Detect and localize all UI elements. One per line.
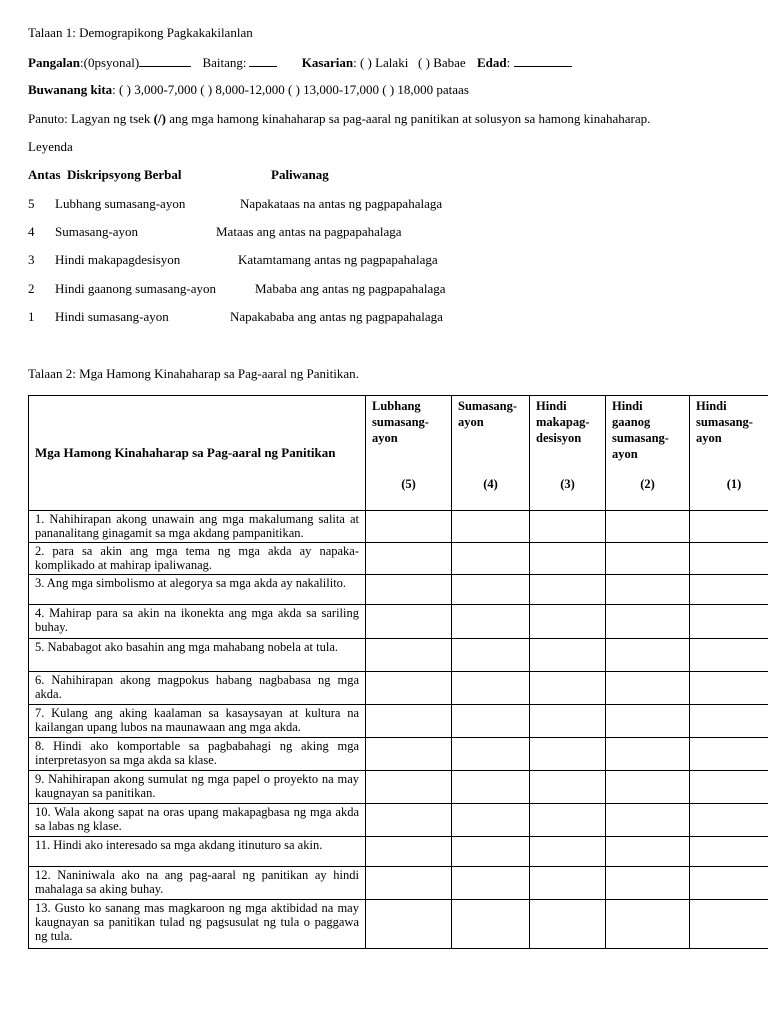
rating-cell-1[interactable] [690, 705, 768, 738]
legend-desc: Lubhang sumasang-ayon [55, 196, 186, 211]
rating-1-header [690, 396, 768, 511]
rating-cell-5[interactable] [366, 900, 452, 949]
table-row [29, 837, 768, 867]
table-row [29, 738, 768, 771]
grade-label: Baitang: [202, 55, 247, 70]
rating-cell-2[interactable] [606, 575, 690, 605]
rating-cell-2[interactable] [606, 771, 690, 804]
table-row [29, 804, 768, 837]
rating-cell-5[interactable] [366, 605, 452, 639]
rating-cell-4[interactable] [452, 672, 530, 705]
header-line: makapag- [536, 415, 590, 429]
challenge-item: 8. Hindi ako komportable sa pagbabahagi ng aking mga interpretasyon sa mga akda sa klase. [29, 738, 366, 771]
rating-cell-4[interactable] [452, 639, 530, 672]
sex-options[interactable]: : ( ) Lalaki ( ) Babae [353, 55, 466, 70]
challenge-item: 3. Ang mga simbolismo at alegorya sa mga akda ay nakalilito. [29, 575, 366, 605]
rating-cell-1[interactable] [690, 639, 768, 672]
rating-cell-1[interactable] [690, 738, 768, 771]
rating-cell-4[interactable] [452, 804, 530, 837]
challenges-header: Mga Hamong Kinahaharap sa Pag-aaral ng Panitikan [29, 396, 366, 511]
rating-cell-4[interactable] [452, 511, 530, 543]
table-row [29, 900, 768, 949]
table-row [29, 605, 768, 639]
legend-expl: Mataas ang antas na pagpapahalaga [216, 224, 402, 239]
rating-cell-5[interactable] [366, 511, 452, 543]
rating-cell-1[interactable] [690, 672, 768, 705]
rating-cell-3[interactable] [530, 900, 606, 949]
header-line: ayon [612, 447, 638, 461]
legend-desc: Hindi makapagdesisyon [55, 252, 181, 267]
rating-cell-2[interactable] [606, 672, 690, 705]
check-mark: (/) [153, 111, 166, 126]
rating-number: (1) [726, 477, 742, 491]
rating-cell-2[interactable] [606, 511, 690, 543]
challenge-item: 1. Nahihirapan akong unawain ang mga makalumang salita at pananalitang ginagamit sa mga akdang pampanitikan. [29, 511, 366, 543]
rating-cell-3[interactable] [530, 837, 606, 867]
header-line: Hindi [536, 399, 567, 413]
rating-cell-5[interactable] [366, 575, 452, 605]
challenge-item: 6. Nahihirapan akong magpokus habang nagbabasa ng mga akda. [29, 672, 366, 705]
legend-header-rank: Antas [28, 167, 61, 182]
table-row [29, 867, 768, 900]
rating-cell-3[interactable] [530, 639, 606, 672]
challenge-item: 7. Kulang ang aking kaalaman sa kasaysayan at kultura na kailangan upang lubos na maunawaan ang mga akda. [29, 705, 366, 738]
rating-cell-3[interactable] [530, 804, 606, 837]
table-row [29, 575, 768, 605]
rating-cell-5[interactable] [366, 837, 452, 867]
legend-expl: Mababa ang antas ng pagpapahalaga [255, 281, 446, 296]
rating-number: (3) [560, 477, 575, 491]
rating-cell-1[interactable] [690, 837, 768, 867]
table-row [29, 771, 768, 804]
header-line: ayon [458, 415, 484, 429]
rating-cell-1[interactable] [690, 543, 768, 575]
rating-cell-5[interactable] [366, 543, 452, 575]
table2-title: Talaan 2: Mga Hamong Kinahaharap sa Pag-aaral ng Panitikan. [28, 366, 359, 381]
rating-cell-5[interactable] [366, 705, 452, 738]
header-line: Sumasang- [458, 399, 518, 413]
rating-cell-1[interactable] [690, 900, 768, 949]
table-header-row [29, 396, 768, 511]
legend-desc: Sumasang-ayon [55, 224, 139, 239]
rating-cell-1[interactable] [690, 511, 768, 543]
name-field[interactable] [139, 54, 191, 67]
rating-cell-4[interactable] [452, 900, 530, 949]
header-line: gaanog [612, 415, 651, 429]
rating-cell-3[interactable] [530, 672, 606, 705]
rating-cell-1[interactable] [690, 771, 768, 804]
age-field[interactable] [514, 54, 572, 67]
rating-cell-4[interactable] [452, 605, 530, 639]
header-line: desisyon [536, 431, 582, 445]
header-line: sumasang- [612, 431, 669, 445]
challenge-item: 2. para sa akin ang mga tema ng mga akda ay napaka-komplikado at mahirap ipaliwanag. [29, 543, 366, 575]
rating-cell-3[interactable] [530, 738, 606, 771]
rating-cell-3[interactable] [530, 705, 606, 738]
rating-2-header [606, 396, 690, 511]
table-body [29, 511, 768, 949]
legend-expl: Katamtamang antas ng pagpapahalaga [238, 252, 438, 267]
age-colon: : [506, 55, 511, 70]
challenge-item: 13. Gusto ko sanang mas magkaroon ng mga aktibidad na may kaugnayan sa panitikan tulad ng pagsusulat ng tula o paggawa ng tula. [29, 900, 366, 949]
rating-3-header [530, 396, 606, 511]
income-label: Buwanang kita [28, 82, 113, 97]
rating-number: (2) [640, 477, 655, 491]
legend-rank: 1 [28, 309, 35, 324]
table-row [29, 511, 768, 543]
rating-cell-3[interactable] [530, 575, 606, 605]
rating-cell-5[interactable] [366, 804, 452, 837]
income-options[interactable]: : ( ) 3,000-7,000 ( ) 8,000-12,000 ( ) 13,000-17,000 ( ) 18,000 pataas [112, 82, 469, 97]
name-label: Pangalan [28, 55, 81, 70]
rating-cell-2[interactable] [606, 738, 690, 771]
legend-rank: 4 [28, 224, 35, 239]
challenge-item: 12. Naniniwala ako na ang pag-aaral ng panitikan ay hindi mahalaga sa aking buhay. [29, 867, 366, 900]
rating-cell-5[interactable] [366, 771, 452, 804]
income-line [28, 82, 469, 98]
header-line: sumasang- [372, 415, 429, 429]
header-line: Lubhang [372, 399, 421, 413]
legend-header-desc: Diskripsyong Berbal [67, 167, 182, 182]
header-line: sumasang- [696, 415, 753, 429]
instruction-prefix: Panuto: Lagyan ng tsek [28, 111, 154, 126]
legend-title: Leyenda [28, 139, 73, 154]
age-label: Edad [476, 55, 507, 70]
legend-rank: 2 [28, 281, 35, 296]
rating-cell-4[interactable] [452, 705, 530, 738]
rating-cell-3[interactable] [530, 543, 606, 575]
legend-expl: Napakababa ang antas ng pagpapahalaga [230, 309, 443, 324]
legend-rank: 3 [28, 252, 35, 267]
rating-cell-3[interactable] [530, 867, 606, 900]
header-line: Hindi [696, 399, 727, 413]
challenge-item: 4. Mahirap para sa akin na ikonekta ang mga akda sa sariling buhay. [29, 605, 366, 639]
rating-number: (4) [483, 477, 498, 491]
rating-cell-5[interactable] [366, 672, 452, 705]
rating-5-header [366, 396, 452, 511]
rating-cell-3[interactable] [530, 511, 606, 543]
legend-header-expl: Paliwanag [271, 167, 329, 182]
instruction [28, 111, 650, 127]
rating-cell-4[interactable] [452, 837, 530, 867]
legend-desc: Hindi gaanong sumasang-ayon [55, 281, 217, 296]
rating-number: (5) [401, 477, 416, 491]
name-note: :(0psyonal) [80, 55, 140, 70]
rating-cell-2[interactable] [606, 837, 690, 867]
table-row [29, 705, 768, 738]
rating-cell-2[interactable] [606, 867, 690, 900]
challenge-item: 9. Nahihirapan akong sumulat ng mga papel o proyekto na may kaugnayan sa panitikan. [29, 771, 366, 804]
table1-title: Talaan 1: Demograpikong Pagkakakilanlan [28, 25, 253, 40]
rating-4-header [452, 396, 530, 511]
rating-cell-4[interactable] [452, 543, 530, 575]
rating-cell-2[interactable] [606, 639, 690, 672]
instruction-suffix: ang mga hamong kinahaharap sa pag-aaral ng panitikan at solusyon sa hamong kinahaharap. [165, 111, 651, 126]
rating-cell-2[interactable] [606, 543, 690, 575]
challenge-item: 11. Hindi ako interesado sa mga akdang itinuturo sa akin. [29, 837, 366, 867]
rating-cell-4[interactable] [452, 867, 530, 900]
rating-cell-5[interactable] [366, 867, 452, 900]
legend-expl: Napakataas na antas ng pagpapahalaga [240, 196, 443, 211]
rating-cell-3[interactable] [530, 771, 606, 804]
rating-cell-1[interactable] [690, 575, 768, 605]
rating-cell-1[interactable] [690, 605, 768, 639]
rating-cell-1[interactable] [690, 867, 768, 900]
rating-cell-4[interactable] [452, 771, 530, 804]
table-row [29, 672, 768, 705]
rating-cell-1[interactable] [690, 804, 768, 837]
personal-info-line [28, 54, 572, 71]
header-line: ayon [696, 431, 722, 445]
grade-field[interactable] [249, 54, 277, 67]
rating-cell-4[interactable] [452, 738, 530, 771]
rating-cell-2[interactable] [606, 705, 690, 738]
survey-table [28, 395, 768, 949]
rating-cell-2[interactable] [606, 605, 690, 639]
challenge-item: 10. Wala akong sapat na oras upang makapagbasa ng mga akda sa labas ng klase. [29, 804, 366, 837]
rating-cell-2[interactable] [606, 900, 690, 949]
sex-label: Kasarian [301, 55, 354, 70]
legend-desc: Hindi sumasang-ayon [55, 309, 169, 324]
header-line: Hindi [612, 399, 643, 413]
table-row [29, 639, 768, 672]
rating-cell-5[interactable] [366, 738, 452, 771]
header-line: ayon [372, 431, 398, 445]
legend-rank: 5 [28, 196, 35, 211]
rating-cell-3[interactable] [530, 605, 606, 639]
table-row [29, 543, 768, 575]
challenge-item: 5. Nababagot ako basahin ang mga mahabang nobela at tula. [29, 639, 366, 672]
rating-cell-4[interactable] [452, 575, 530, 605]
rating-cell-2[interactable] [606, 804, 690, 837]
rating-cell-5[interactable] [366, 639, 452, 672]
